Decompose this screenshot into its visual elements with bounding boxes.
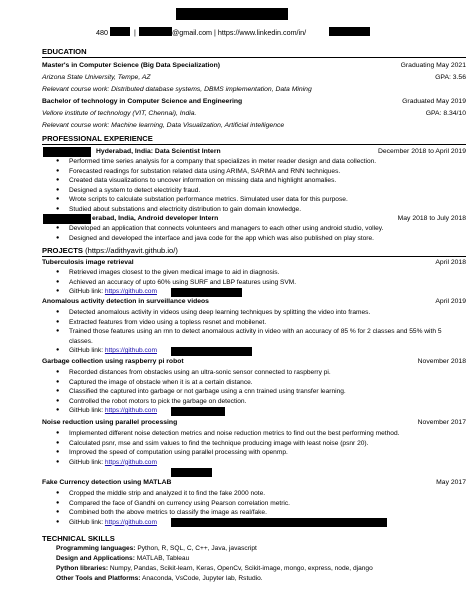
- list-item: [56, 346, 466, 356]
- edu-2-gpa: GPA: 8.34/10: [425, 110, 466, 117]
- list-item: ● Captured the image of obstacle when it is at a certain distance.: [56, 378, 466, 388]
- list-item: ● Recorded distances from obstacles using an ultra-sonic sensor connected to raspberry pi.: [56, 368, 466, 378]
- edu-2-date: Graduated May 2019: [402, 98, 466, 105]
- education-heading: EDUCATION: [42, 47, 87, 56]
- skill-row-tools: [56, 575, 263, 583]
- project-2-title: Anomalous activity detection in surveillance videos: [42, 298, 209, 305]
- list-item: ● Calculated psnr, mse and ssim values to find the technique producing image with least noise (psnr 20).: [56, 439, 466, 449]
- projects-rule: [42, 256, 466, 257]
- github-link[interactable]: https://github.com: [104, 518, 157, 526]
- list-item: ● Studied about substations and electricity distribution to gain domain knowledge.: [56, 205, 466, 215]
- job-2-bullets: [56, 224, 466, 243]
- github-link[interactable]: https://github.com: [104, 458, 157, 466]
- project-4-title: Noise reduction using parallel processing: [42, 419, 178, 426]
- redacted-name: [176, 8, 288, 20]
- redacted-github-4: [171, 468, 212, 477]
- list-item: ● Controlled the robot motors to pick the garbage on detection.: [56, 397, 466, 407]
- redacted-github-3: [171, 407, 225, 416]
- list-item: ● Retrieved images closest to the given medical image to aid in diagnosis.: [56, 268, 466, 278]
- job-1-title: Hyderabad, India: Data Scientist Intern: [96, 148, 221, 155]
- github-label: GitHub link:: [69, 288, 105, 296]
- skill-label: Other Tools and Platforms:: [56, 575, 141, 582]
- list-item: ● Designed a system to detect electricity fraud.: [56, 186, 466, 196]
- list-item: ● Classified the captured into garbage or not garbage using a cnn trained using transfer learning.: [56, 387, 466, 397]
- list-item: ● Achieved an accuracy of upto 60% using SURF and LBP features using SVM.: [56, 278, 466, 288]
- skill-value: Python, R, SQL, C, C++, Java, javascript: [135, 545, 257, 552]
- contact-linkedin: | https://www.linkedin.com/in/: [214, 28, 307, 37]
- redacted-github-2: [171, 347, 252, 356]
- list-item: [56, 458, 466, 468]
- job-1-bullets: [56, 157, 466, 214]
- redacted-github-5: [171, 518, 387, 527]
- list-item: ● Detected anomalous activity in videos using deep learning techniques by splitting the video into frames.: [56, 308, 466, 318]
- github-link[interactable]: https://github.com: [104, 288, 157, 296]
- list-item: ● Combined both the above metrics to classify the image as real/fake.: [56, 508, 466, 518]
- list-item: ● Extracted features from video using a topless resnet and mobilenet.: [56, 318, 466, 328]
- skills-heading: TECHNICAL SKILLS: [42, 534, 115, 543]
- list-item: ● Created data visualizations to uncover information on missing data and highlight anomalies.: [56, 176, 466, 186]
- skill-label: Design and Applications:: [56, 555, 135, 562]
- contact-phone: 480: [96, 28, 108, 37]
- edu-1-date: Graduating May 2021: [400, 62, 466, 69]
- list-item: ● Cropped the middle strip and analyzed it to find the fake 2000 note.: [56, 489, 466, 499]
- skill-row-python: [56, 565, 373, 573]
- edu-2-school: Vellore institute of technology (VIT, Chennai), India.: [42, 110, 197, 117]
- github-label: GitHub link:: [69, 407, 105, 415]
- list-item: [56, 287, 466, 297]
- edu-1-school: Arizona State University, Tempe, AZ: [42, 74, 151, 81]
- skill-row-design: [56, 555, 189, 563]
- projects-heading: [42, 246, 178, 255]
- skill-label: Python libraries:: [56, 565, 109, 572]
- job-2-title: erabad, India, Android developer Intern: [92, 215, 219, 222]
- project-2-date: April 2019: [435, 298, 466, 305]
- project-3-title: Garbage collection using raspberry pi robot: [42, 358, 184, 365]
- projects-title: PROJECTS: [42, 246, 83, 255]
- project-1-bullets: [56, 268, 466, 297]
- contact-email: @gmail.com: [172, 28, 213, 37]
- education-rule: [42, 57, 466, 58]
- project-1-title: Tuberculosis image retrieval: [42, 259, 134, 266]
- job-2-dates: May 2018 to July 2018: [397, 215, 466, 222]
- job-1-dates: December 2018 to April 2019: [377, 148, 466, 155]
- github-link[interactable]: https://github.com: [104, 347, 157, 355]
- project-3-bullets: [56, 368, 466, 416]
- experience-rule: [42, 144, 466, 145]
- redacted-github-1: [171, 288, 242, 297]
- edu-2-degree: Bachelor of technology in Computer Science and Engineering: [42, 98, 243, 105]
- list-item: ● Implemented different noise detection metrics and noise reduction metrics to find out the best performing method.: [56, 429, 466, 439]
- edu-1-coursework: Relevant course work: Distributed database systems, DBMS implementation, Data Mining: [42, 86, 312, 93]
- redacted-email: [139, 27, 172, 36]
- list-item: ● Designed and developed the interface and java code for the app which was also published on play store.: [56, 234, 466, 244]
- list-item: ● Improved the speed of computation using parallel processing with openmp.: [56, 448, 466, 458]
- project-5-title: Fake Currency detection using MATLAB: [42, 479, 172, 486]
- contact-separator: |: [134, 28, 136, 37]
- project-4-date: November 2017: [417, 419, 466, 426]
- edu-1-gpa: GPA: 3.56: [435, 74, 466, 81]
- project-1-date: April 2018: [435, 259, 466, 266]
- skill-value: Anaconda, VsCode, Jupyter lab, Rstudio.: [140, 575, 263, 582]
- list-item: ● Wrote scripts to calculate substation performance metrics. Simulated user data for this purpose.: [56, 195, 466, 205]
- skill-label: Programming languages:: [56, 545, 136, 552]
- project-5-date: May 2017: [436, 479, 466, 486]
- list-item: ● Trained those features using an rnn to detect anomalous activity in video with an accuracy of 85 % for 2 classes and 55% with 5 classes.: [56, 327, 466, 346]
- skill-value: Numpy, Pandas, Scikit-learn, Keras, OpenCv, Scikit-image, mongo, express, node, django: [108, 565, 373, 572]
- project-4-bullets: [56, 429, 466, 467]
- skill-row-programming: [56, 545, 257, 553]
- redacted-linkedin: [329, 27, 370, 36]
- github-link[interactable]: https://github.com: [104, 407, 157, 415]
- redacted-company-1: [43, 147, 91, 157]
- list-item: ● Compared the face of Gandhi on currency using Pearson correlation metric.: [56, 499, 466, 509]
- list-item: ● Forecasted readings for substation related data using ARIMA, SARIMA and RNN techniques.: [56, 167, 466, 177]
- list-item: ● Developed an application that connects volunteers and managers to each other using android studio, volley.: [56, 224, 466, 234]
- list-item: [56, 406, 466, 416]
- github-label: GitHub link:: [69, 518, 105, 526]
- github-label: GitHub link:: [69, 458, 105, 466]
- project-2-bullets: [56, 308, 466, 356]
- redacted-company-2: [43, 214, 91, 224]
- edu-2-coursework: Relevant course work: Machine learning, Data Visualization, Artificial intelligence: [42, 122, 285, 129]
- edu-1-degree: Master's in Computer Science (Big Data Specialization): [42, 62, 221, 69]
- experience-heading: PROFESSIONAL EXPERIENCE: [42, 134, 153, 143]
- projects-url[interactable]: (https://adithyavit.github.io/): [85, 246, 178, 255]
- list-item: ● Performed time series analysis for a company that specializes in meter reader design and data collection.: [56, 157, 466, 167]
- project-3-date: November 2018: [417, 358, 466, 365]
- skill-value: MATLAB, Tableau: [134, 555, 190, 562]
- redacted-phone: [110, 27, 130, 36]
- github-label: GitHub link:: [69, 347, 105, 355]
